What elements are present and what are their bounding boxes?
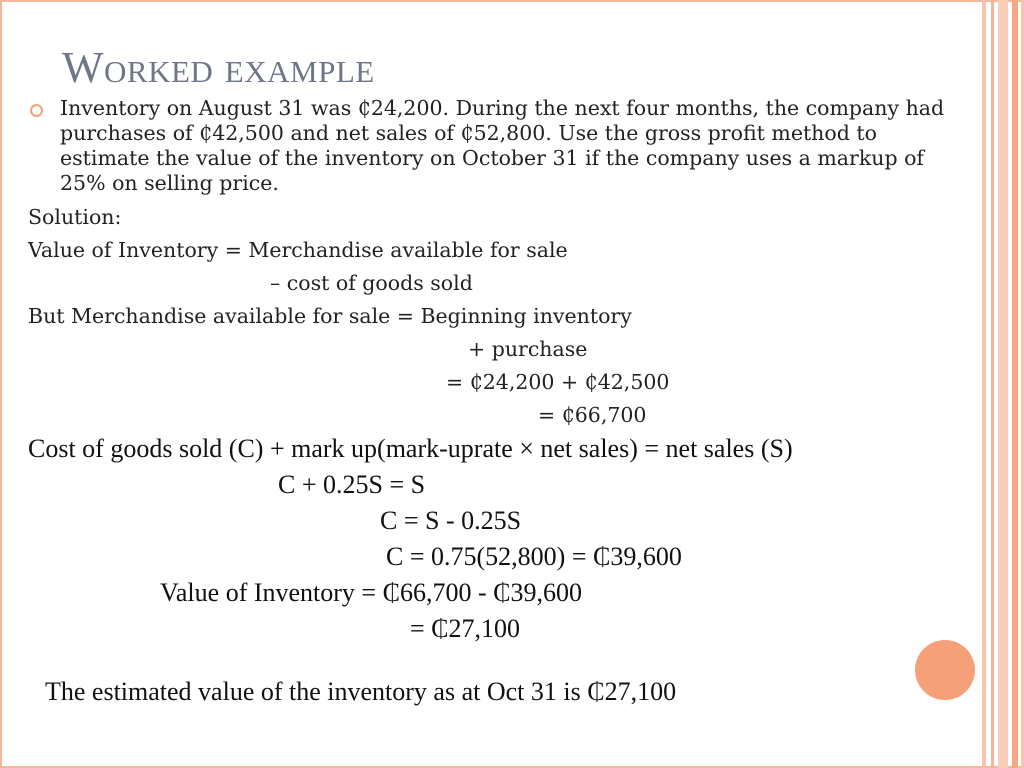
equation-line-4: + purchase: [468, 337, 588, 361]
equation-line-12: = ₵27,100: [410, 614, 521, 643]
equation-line-2: – cost of goods sold: [270, 271, 473, 295]
equation-line-3: But Merchandise available for sale = Beginning inventory: [28, 304, 632, 328]
problem-statement: Inventory on August 31 was ₵24,200. During the next four months, the company had purchases of ₵42,500 and net sales of ₵52,800. Use the gross profit method to estimate the value of the inventory on October 31 if the company uses a markup of 25% on selling price.: [60, 96, 945, 195]
conclusion-text: The estimated value of the inventory as at Oct 31 is ₵27,100: [45, 677, 677, 706]
slide-title: Worked example: [62, 43, 375, 92]
decorative-circle: [915, 640, 975, 700]
bullet-icon: [30, 104, 43, 117]
equation-line-11: Value of Inventory = ₵66,700 - ₵39,600: [160, 578, 582, 607]
equation-line-9: C = S - 0.25S: [380, 506, 522, 535]
equation-line-1: Value of Inventory = Merchandise available for sale: [28, 238, 568, 262]
equation-line-8: C + 0.25S = S: [278, 470, 426, 499]
equation-line-5: = ₵24,200 + ₵42,500: [446, 370, 670, 394]
equation-line-6: = ₵66,700: [538, 403, 647, 427]
equation-line-7: Cost of goods sold (C) + mark up(mark-uprate × net sales) = net sales (S): [28, 434, 793, 463]
equation-line-10: C = 0.75(52,800) = ₵39,600: [386, 542, 682, 571]
decorative-stripes: [976, 0, 1024, 768]
solution-label: Solution:: [28, 205, 122, 229]
